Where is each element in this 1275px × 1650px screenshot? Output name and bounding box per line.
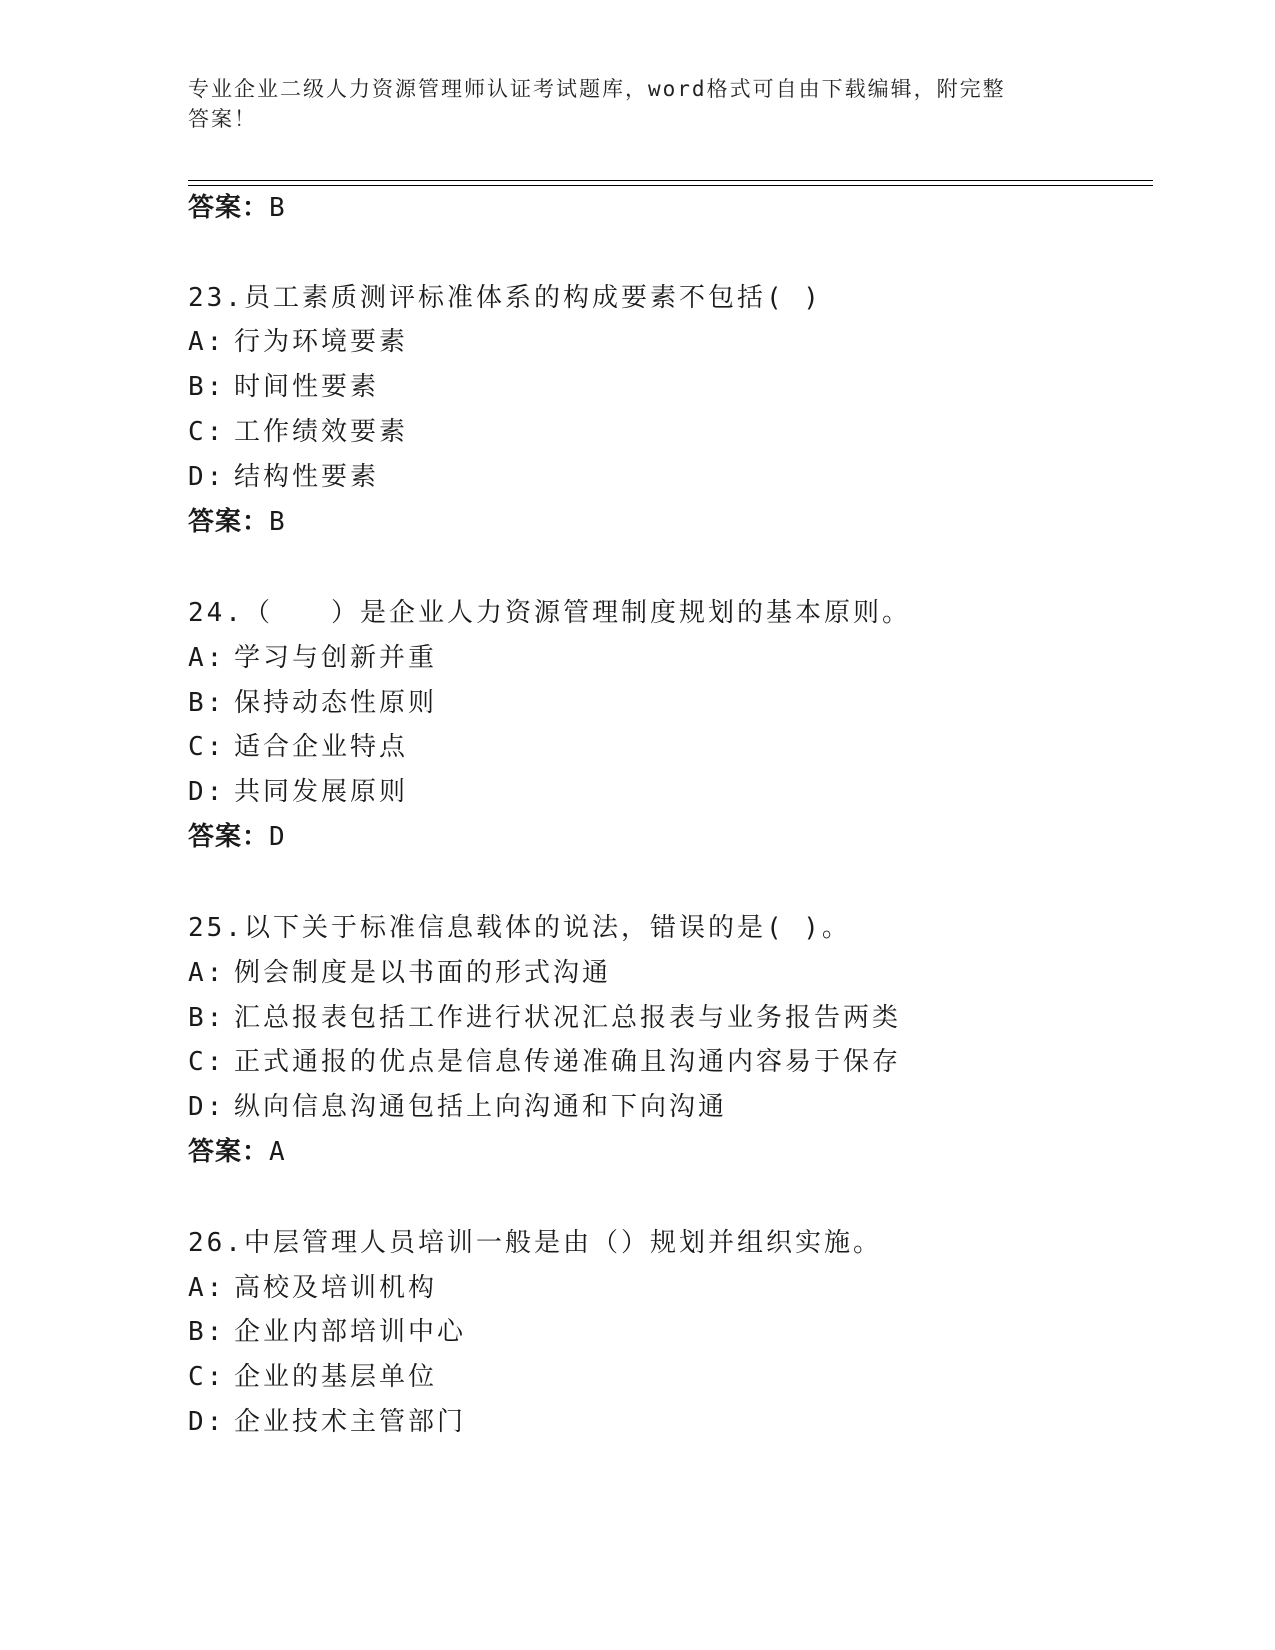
option-letter: A: — [188, 327, 226, 357]
option-letter: D: — [188, 1407, 226, 1437]
option-letter: B: — [188, 372, 226, 402]
answer-label: 答案： — [188, 193, 270, 223]
answer-line — [188, 1136, 286, 1168]
option-23-a — [188, 326, 408, 358]
page-header — [188, 74, 1068, 134]
option-26-a — [188, 1272, 437, 1304]
option-letter: D: — [188, 1092, 226, 1122]
option-24-a — [188, 642, 437, 674]
option-text: 时间性要素 — [234, 372, 380, 402]
option-25-a — [188, 957, 611, 989]
option-24-d — [188, 776, 408, 808]
answer-value: B — [269, 193, 286, 223]
option-24-c — [188, 731, 408, 763]
option-letter: D: — [188, 462, 226, 492]
answer-line — [188, 506, 286, 538]
option-26-c — [188, 1361, 437, 1393]
option-text: 企业内部培训中心 — [234, 1317, 467, 1347]
option-letter: D: — [188, 777, 226, 807]
option-25-c — [188, 1046, 901, 1078]
header-divider — [188, 180, 1153, 186]
option-text: 保持动态性原则 — [234, 688, 438, 718]
option-letter: A: — [188, 958, 226, 988]
option-letter: B: — [188, 688, 226, 718]
option-23-c — [188, 416, 408, 448]
option-letter: C: — [188, 417, 226, 447]
header-line-1: 专业企业二级人力资源管理师认证考试题库，word格式可自由下载编辑，附完整 — [188, 77, 1006, 101]
option-26-d — [188, 1406, 466, 1438]
option-text: 高校及培训机构 — [234, 1273, 438, 1303]
answer-line — [188, 192, 286, 224]
option-text: 企业技术主管部门 — [234, 1407, 467, 1437]
option-text: 行为环境要素 — [234, 327, 409, 357]
answer-line — [188, 821, 286, 853]
answer-label: 答案： — [188, 822, 270, 852]
option-text: 结构性要素 — [234, 462, 380, 492]
question-26: 26.中层管理人员培训一般是由（）规划并组织实施。 — [188, 1228, 882, 1258]
question-23: 23.员工素质测评标准体系的构成要素不包括( ) — [188, 283, 822, 313]
option-23-b — [188, 371, 379, 403]
option-24-b — [188, 687, 437, 719]
option-letter: B: — [188, 1317, 226, 1347]
option-letter: B: — [188, 1003, 226, 1033]
option-text: 例会制度是以书面的形式沟通 — [234, 958, 612, 988]
option-text: 学习与创新并重 — [234, 643, 438, 673]
option-letter: A: — [188, 1273, 226, 1303]
option-26-b — [188, 1316, 466, 1348]
option-text: 适合企业特点 — [234, 732, 409, 762]
option-letter: C: — [188, 732, 226, 762]
answer-label: 答案： — [188, 1137, 270, 1167]
option-text: 共同发展原则 — [234, 777, 409, 807]
answer-value: A — [269, 1137, 286, 1167]
option-text: 汇总报表包括工作进行状况汇总报表与业务报告两类 — [234, 1003, 902, 1033]
question-25: 25.以下关于标准信息载体的说法，错误的是( )。 — [188, 913, 851, 943]
answer-value: D — [269, 822, 286, 852]
option-text: 企业的基层单位 — [234, 1362, 438, 1392]
option-25-b — [188, 1002, 901, 1034]
option-letter: C: — [188, 1047, 226, 1077]
option-text: 纵向信息沟通包括上向沟通和下向沟通 — [234, 1092, 728, 1122]
option-letter: C: — [188, 1362, 226, 1392]
option-23-d — [188, 461, 379, 493]
header-line-2: 答案！ — [188, 107, 257, 131]
answer-label: 答案： — [188, 507, 270, 537]
question-24: 24.（ ）是企业人力资源管理制度规划的基本原则。 — [188, 598, 911, 628]
option-letter: A: — [188, 643, 226, 673]
option-text: 工作绩效要素 — [234, 417, 409, 447]
option-25-d — [188, 1091, 727, 1123]
answer-value: B — [269, 507, 286, 537]
option-text: 正式通报的优点是信息传递准确且沟通内容易于保存 — [234, 1047, 902, 1077]
